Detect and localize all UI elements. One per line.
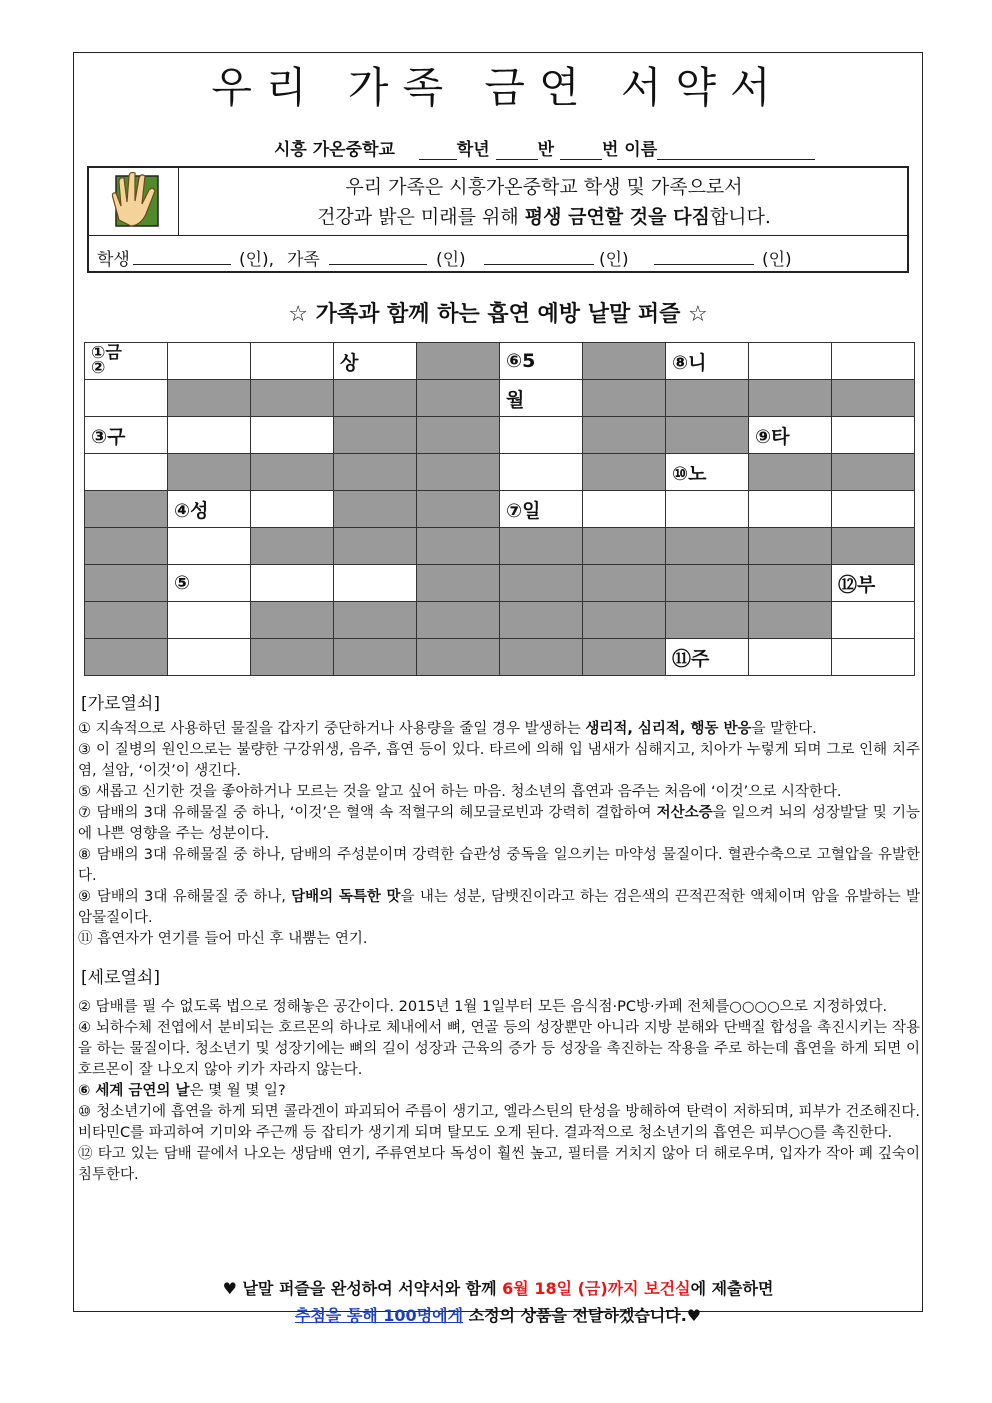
blocked-cell [251, 639, 334, 676]
puzzle-cell[interactable] [168, 602, 251, 639]
blocked-cell [666, 380, 749, 417]
down-clue-4: ④ 뇌하수체 전엽에서 분비되는 호르몬의 하나로 체내에서 뼈, 연골 등의 성장뿐만 아니라 지방 분해와 단백질 합성을 촉진시키는 작용을 하는 물질이다. 청소년기 및 성장기에는 뼈의 길이 성장과 근육의 증가 등 성장을 촉진하는 작용을 주로 하는데 흡연을 하게 되면 이 호르몬이 잘 나오지 않아 키가 자라지 않는다. [78, 1020, 920, 1078]
puzzle-cell[interactable] [832, 602, 915, 639]
pledge-document [73, 52, 923, 1325]
puzzle-cell[interactable] [832, 343, 915, 380]
blocked-cell [334, 639, 417, 676]
blocked-cell [666, 528, 749, 565]
across-clue-3: ③ 이 질병의 원인으로는 불량한 구강위생, 음주, 흡연 등이 있다. 타르에 의해 입 냄새가 심해지고, 치아가 누렇게 되며 그로 인해 치주염, 설암, ‘이것’이 생긴다. [78, 742, 920, 779]
grid-row [85, 639, 915, 676]
puzzle-cell[interactable] [251, 491, 334, 528]
blocked-cell [417, 565, 500, 602]
clue-emphasis: ⑥ 세계 금연의 날 [78, 1083, 190, 1099]
puzzle-cell[interactable] [334, 565, 417, 602]
across-heading: [가로열쇠] [81, 694, 160, 714]
blocked-cell [85, 602, 168, 639]
blocked-cell [583, 602, 666, 639]
puzzle-cell[interactable]: ⑩노 [666, 454, 749, 491]
clue-text: ⑨ 담배의 3대 유해물질 중 하나, [78, 889, 292, 905]
blocked-cell [85, 528, 168, 565]
pledge-box [87, 166, 909, 273]
puzzle-cell[interactable] [251, 417, 334, 454]
blocked-cell [85, 491, 168, 528]
puzzle-cell[interactable] [666, 491, 749, 528]
student-sign-line[interactable] [133, 264, 231, 265]
blocked-cell [417, 491, 500, 528]
across-clue-8: ⑧ 담배의 3대 유해물질 중 하나, 담배의 주성분이며 강력한 습관성 중독을 일으키는 마약성 물질이다. 혈관수축으로 고혈압을 유발한다. [78, 847, 920, 884]
puzzle-cell[interactable] [168, 417, 251, 454]
signature-row [89, 235, 907, 273]
puzzle-cell[interactable]: ④성 [168, 491, 251, 528]
pledge-text [181, 172, 907, 232]
blocked-cell [417, 343, 500, 380]
hand-icon [89, 168, 177, 233]
blocked-cell [500, 602, 583, 639]
number-field[interactable] [560, 141, 602, 160]
blocked-cell [334, 417, 417, 454]
blocked-cell [583, 639, 666, 676]
crossword-grid [84, 342, 915, 676]
blocked-cell [417, 454, 500, 491]
grid-row [85, 454, 915, 491]
clue-emphasis: 저산소증 [656, 805, 713, 821]
grid-row [85, 417, 915, 454]
puzzle-cell[interactable] [85, 454, 168, 491]
across-clue-11: ⑪ 흡연자가 연기를 들어 마신 후 내뿜는 연기. [78, 931, 368, 947]
puzzle-cell[interactable] [832, 491, 915, 528]
blocked-cell [168, 454, 251, 491]
grid-row [85, 491, 915, 528]
family-label: 가족 [287, 250, 320, 270]
footer-line-1 [74, 1275, 922, 1302]
clue-text: ⑦ 담배의 3대 유해물질 중 하나, ‘이것’은 혈액 속 적혈구의 헤모글로빈과 강력히 결합하여 [78, 805, 657, 821]
puzzle-cell[interactable]: ⑥5 [500, 343, 583, 380]
across-clue-7 [78, 803, 920, 845]
blocked-cell [334, 380, 417, 417]
puzzle-cell[interactable]: 상 [334, 343, 417, 380]
student-info-line [274, 135, 815, 160]
pledge-line-2a: 건강과 밝은 미래를 위해 [317, 206, 525, 228]
puzzle-cell[interactable]: ⑨타 [749, 417, 832, 454]
family-sign-line-2[interactable] [484, 264, 594, 265]
puzzle-cell[interactable]: ①금 ② [85, 343, 168, 380]
grid-row [85, 565, 915, 602]
seal-2: (인) [436, 250, 466, 270]
puzzle-cell[interactable]: ⑪주 [666, 639, 749, 676]
grid-row [85, 528, 915, 565]
puzzle-cell[interactable] [832, 639, 915, 676]
blocked-cell [417, 528, 500, 565]
blocked-cell [417, 639, 500, 676]
puzzle-cell[interactable]: 월 [500, 380, 583, 417]
blocked-cell [251, 602, 334, 639]
clue-text: 을 말한다. [751, 721, 817, 737]
blocked-cell [583, 343, 666, 380]
puzzle-cell[interactable] [251, 565, 334, 602]
clue-text: 을 일으켜 뇌의 성장발달 및 기능에 나쁜 영향을 주는 성분이다. [78, 805, 920, 842]
pledge-line-1: 우리 가족은 시흥가온중학교 학생 및 가족으로서 [345, 176, 743, 198]
puzzle-cell[interactable] [168, 528, 251, 565]
blocked-cell [251, 380, 334, 417]
pledge-line-2 [181, 202, 907, 232]
blocked-cell [251, 454, 334, 491]
document-title: 우리 가족 금연 서약서 [211, 63, 785, 112]
puzzle-title: ☆ 가족과 함께 하는 흡연 예방 낱말 퍼즐 ☆ [288, 302, 708, 327]
blocked-cell [583, 565, 666, 602]
down-clue-10: ⑩ 청소년기에 흡연을 하게 되면 콜라겐이 파괴되어 주름이 생기고, 엘라스틴의 탄성을 방해하여 탄력이 저하되며, 피부가 건조해진다. 비타민C를 파괴하여 기미와 주근깨 등 잡티가 생기게 되며 탈모도 오게 된다. 결과적으로 청소년기의 흡연은 피부○○를 촉진한다. [78, 1104, 920, 1141]
across-clue-5: ⑤ 새롭고 신기한 것을 좋아하거나 모르는 것을 알고 싶어 하는 마음. 청소년의 흡연과 음주는 처음에 ‘이것’으로 시작한다. [78, 784, 842, 800]
blocked-cell [832, 454, 915, 491]
puzzle-cell[interactable] [832, 417, 915, 454]
puzzle-cell[interactable] [251, 343, 334, 380]
down-clue-12: ⑫ 타고 있는 담배 끝에서 나오는 생담배 연기, 주류연보다 독성이 훨씬 높고, 필터를 거치지 않아 더 해로우며, 입자가 작아 폐 깊숙이 침투한다. [78, 1146, 920, 1183]
blocked-cell [583, 417, 666, 454]
seal-4: (인) [762, 250, 792, 270]
clue-text: ① 지속적으로 사용하던 물질을 갑자기 중단하거나 사용량을 줄일 경우 발생하는 [78, 721, 586, 737]
puzzle-cell[interactable] [500, 454, 583, 491]
clue-text: 은 몇 월 몇 일? [189, 1083, 286, 1099]
pledge-emphasis: 평생 금연할 것을 다짐 [524, 206, 710, 228]
prize-text: 추첨을 통해 100명에게 [294, 1306, 464, 1325]
blocked-cell [749, 380, 832, 417]
blocked-cell [417, 602, 500, 639]
puzzle-cell[interactable]: ③구 [85, 417, 168, 454]
puzzle-cell[interactable] [168, 343, 251, 380]
blocked-cell [334, 454, 417, 491]
blocked-cell [583, 528, 666, 565]
blocked-cell [666, 565, 749, 602]
across-clue-9 [78, 887, 920, 929]
class-field[interactable] [496, 141, 538, 160]
grid-row [85, 602, 915, 639]
blocked-cell [749, 602, 832, 639]
puzzle-cell[interactable]: ⑧니 [666, 343, 749, 380]
clues-section [78, 694, 920, 1186]
pledge-line-2c: 합니다. [709, 206, 771, 228]
grid-row [85, 380, 915, 417]
down-clue-2: ② 담배를 필 수 없도록 법으로 정해놓은 공간이다. 2015년 1월 1일부터 모든 음식점·PC방·카페 전체를○○○○으로 지정하였다. [78, 999, 888, 1015]
blocked-cell [832, 528, 915, 565]
grid-row [85, 343, 915, 380]
blocked-cell [417, 380, 500, 417]
blocked-cell [85, 639, 168, 676]
blocked-cell [583, 454, 666, 491]
footer-text: ♥ 낱말 퍼즐을 완성하여 서약서와 함께 [222, 1279, 503, 1298]
puzzle-cell[interactable] [749, 343, 832, 380]
puzzle-cell[interactable] [168, 639, 251, 676]
footer-notice [74, 1275, 922, 1329]
puzzle-cell[interactable] [583, 491, 666, 528]
puzzle-cell[interactable]: ⑤ [168, 565, 251, 602]
puzzle-cell[interactable] [749, 639, 832, 676]
class-label: 반 [537, 140, 555, 160]
blocked-cell [666, 417, 749, 454]
blocked-cell [334, 602, 417, 639]
puzzle-cell[interactable] [749, 491, 832, 528]
blocked-cell [749, 528, 832, 565]
across-clue-1 [78, 719, 920, 740]
seal-1: (인), [239, 250, 275, 270]
clue-emphasis: 담배의 독특한 맛 [291, 889, 401, 905]
puzzle-cell[interactable] [500, 417, 583, 454]
icon-cell [89, 168, 179, 235]
deadline-text: 6월 18일 (금)까지 보건실 [502, 1279, 691, 1298]
family-sign-line-3[interactable] [654, 264, 754, 265]
blocked-cell [334, 528, 417, 565]
blocked-cell [832, 380, 915, 417]
puzzle-cell[interactable]: ⑫부 [832, 565, 915, 602]
grade-field[interactable] [419, 141, 457, 160]
footer-text: 소정의 상품을 전달하겠습니다.♥ [463, 1306, 702, 1325]
clue-emphasis: 생리적, 심리적, 행동 반응 [585, 721, 752, 737]
grade-label: 학년 [456, 140, 490, 160]
blocked-cell [583, 380, 666, 417]
footer-line-2 [74, 1302, 922, 1329]
blocked-cell [749, 565, 832, 602]
seal-3: (인) [599, 250, 629, 270]
down-heading: [세로열쇠] [81, 968, 160, 988]
clue-text: 을 내는 성분, 담뱃진이라고 하는 검은색의 끈적끈적한 액체이며 암을 유발하는 발암물질이다. [78, 889, 920, 926]
down-clue-6 [78, 1081, 920, 1102]
number-label: 번 [601, 140, 619, 160]
name-field[interactable] [657, 141, 815, 160]
school-name: 시흥 가온중학교 [274, 140, 395, 160]
blocked-cell [251, 528, 334, 565]
blocked-cell [749, 454, 832, 491]
student-label: 학생 [97, 250, 130, 270]
puzzle-cell[interactable] [85, 380, 168, 417]
footer-text: 에 제출하면 [690, 1279, 774, 1298]
blocked-cell [666, 602, 749, 639]
name-label: 이름 [624, 140, 658, 160]
blocked-cell [500, 639, 583, 676]
family-sign-line-1[interactable] [329, 264, 427, 265]
puzzle-cell[interactable]: ⑦일 [500, 491, 583, 528]
blocked-cell [168, 380, 251, 417]
blocked-cell [417, 417, 500, 454]
blocked-cell [334, 491, 417, 528]
blocked-cell [85, 565, 168, 602]
blocked-cell [500, 528, 583, 565]
blocked-cell [500, 565, 583, 602]
